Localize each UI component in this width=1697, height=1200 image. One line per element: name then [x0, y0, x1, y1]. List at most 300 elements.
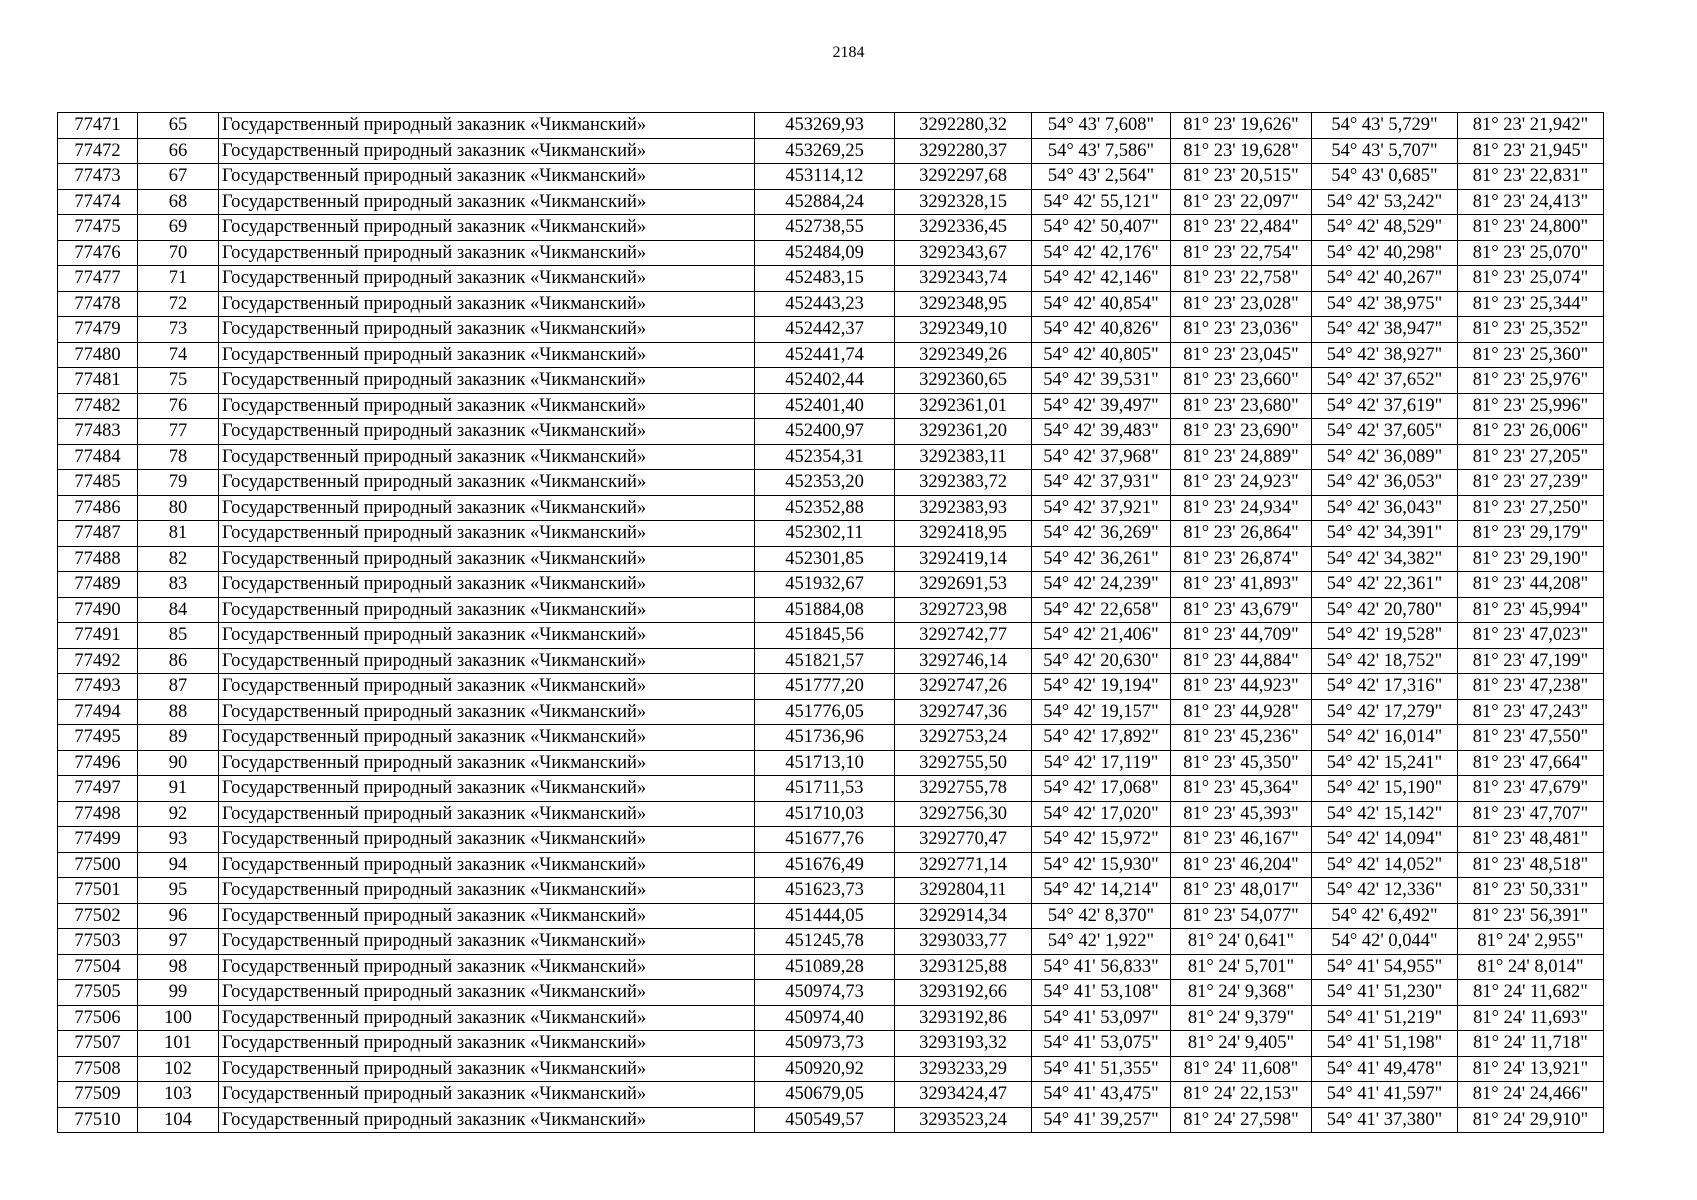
- latitude-alt-cell: 54° 42' 22,361": [1312, 572, 1458, 598]
- latitude-cell: 54° 42' 22,658": [1032, 597, 1171, 623]
- reserve-name-cell: Государственный природный заказник «Чикманский»: [219, 1005, 755, 1031]
- x-coordinate-cell: 451736,96: [755, 725, 895, 751]
- table-row: [58, 878, 1604, 904]
- reserve-name-cell: Государственный природный заказник «Чикманский»: [219, 393, 755, 419]
- latitude-cell: 54° 41' 43,475": [1032, 1082, 1171, 1108]
- reserve-name-cell: Государственный природный заказник «Чикманский»: [219, 113, 755, 139]
- latitude-alt-cell: 54° 43' 5,707": [1312, 138, 1458, 164]
- point-number-cell: 98: [138, 954, 219, 980]
- table-row: [58, 699, 1604, 725]
- latitude-cell: 54° 42' 14,214": [1032, 878, 1171, 904]
- longitude-cell: 81° 23' 24,889": [1171, 444, 1312, 470]
- record-id-cell: 77471: [58, 113, 138, 139]
- latitude-alt-cell: 54° 41' 51,219": [1312, 1005, 1458, 1031]
- record-id-cell: 77482: [58, 393, 138, 419]
- x-coordinate-cell: 450920,92: [755, 1056, 895, 1082]
- x-coordinate-cell: 450974,40: [755, 1005, 895, 1031]
- longitude-cell: 81° 23' 44,923": [1171, 674, 1312, 700]
- latitude-alt-cell: 54° 42' 18,752": [1312, 648, 1458, 674]
- longitude-cell: 81° 23' 45,350": [1171, 750, 1312, 776]
- latitude-cell: 54° 42' 17,020": [1032, 801, 1171, 827]
- y-coordinate-cell: 3292771,14: [895, 852, 1032, 878]
- longitude-alt-cell: 81° 24' 24,466": [1458, 1082, 1604, 1108]
- latitude-alt-cell: 54° 43' 0,685": [1312, 164, 1458, 190]
- latitude-cell: 54° 42' 40,805": [1032, 342, 1171, 368]
- longitude-cell: 81° 23' 23,660": [1171, 368, 1312, 394]
- longitude-cell: 81° 23' 23,690": [1171, 419, 1312, 445]
- point-number-cell: 82: [138, 546, 219, 572]
- longitude-alt-cell: 81° 23' 48,518": [1458, 852, 1604, 878]
- longitude-alt-cell: 81° 24' 11,682": [1458, 980, 1604, 1006]
- record-id-cell: 77494: [58, 699, 138, 725]
- x-coordinate-cell: 453269,93: [755, 113, 895, 139]
- x-coordinate-cell: 451932,67: [755, 572, 895, 598]
- x-coordinate-cell: 452401,40: [755, 393, 895, 419]
- point-number-cell: 73: [138, 317, 219, 343]
- longitude-cell: 81° 23' 22,754": [1171, 240, 1312, 266]
- record-id-cell: 77496: [58, 750, 138, 776]
- reserve-name-cell: Государственный природный заказник «Чикманский»: [219, 1082, 755, 1108]
- x-coordinate-cell: 452354,31: [755, 444, 895, 470]
- longitude-cell: 81° 24' 11,608": [1171, 1056, 1312, 1082]
- table-row: [58, 342, 1604, 368]
- latitude-alt-cell: 54° 42' 16,014": [1312, 725, 1458, 751]
- latitude-alt-cell: 54° 42' 36,043": [1312, 495, 1458, 521]
- y-coordinate-cell: 3292742,77: [895, 623, 1032, 649]
- longitude-cell: 81° 23' 22,097": [1171, 189, 1312, 215]
- y-coordinate-cell: 3292755,78: [895, 776, 1032, 802]
- table-row: [58, 674, 1604, 700]
- longitude-alt-cell: 81° 23' 22,831": [1458, 164, 1604, 190]
- reserve-name-cell: Государственный природный заказник «Чикманский»: [219, 597, 755, 623]
- latitude-cell: 54° 43' 7,586": [1032, 138, 1171, 164]
- reserve-name-cell: Государственный природный заказник «Чикманский»: [219, 929, 755, 955]
- x-coordinate-cell: 452353,20: [755, 470, 895, 496]
- reserve-name-cell: Государственный природный заказник «Чикманский»: [219, 954, 755, 980]
- latitude-alt-cell: 54° 42' 38,927": [1312, 342, 1458, 368]
- reserve-name-cell: Государственный природный заказник «Чикманский»: [219, 342, 755, 368]
- longitude-alt-cell: 81° 23' 27,205": [1458, 444, 1604, 470]
- table-row: [58, 368, 1604, 394]
- x-coordinate-cell: 452301,85: [755, 546, 895, 572]
- table-row: [58, 597, 1604, 623]
- latitude-alt-cell: 54° 41' 41,597": [1312, 1082, 1458, 1108]
- y-coordinate-cell: 3292747,36: [895, 699, 1032, 725]
- longitude-cell: 81° 24' 5,701": [1171, 954, 1312, 980]
- reserve-name-cell: Государственный природный заказник «Чикманский»: [219, 164, 755, 190]
- y-coordinate-cell: 3292770,47: [895, 827, 1032, 853]
- latitude-cell: 54° 42' 42,146": [1032, 266, 1171, 292]
- longitude-cell: 81° 23' 48,017": [1171, 878, 1312, 904]
- table-row: [58, 954, 1604, 980]
- reserve-name-cell: Государственный природный заказник «Чикманский»: [219, 240, 755, 266]
- longitude-alt-cell: 81° 24' 8,014": [1458, 954, 1604, 980]
- record-id-cell: 77480: [58, 342, 138, 368]
- table-row: [58, 495, 1604, 521]
- table-row: [58, 444, 1604, 470]
- reserve-name-cell: Государственный природный заказник «Чикманский»: [219, 699, 755, 725]
- record-id-cell: 77491: [58, 623, 138, 649]
- table-row: [58, 1056, 1604, 1082]
- record-id-cell: 77488: [58, 546, 138, 572]
- record-id-cell: 77485: [58, 470, 138, 496]
- longitude-cell: 81° 23' 43,679": [1171, 597, 1312, 623]
- record-id-cell: 77499: [58, 827, 138, 853]
- point-number-cell: 94: [138, 852, 219, 878]
- latitude-cell: 54° 41' 53,108": [1032, 980, 1171, 1006]
- longitude-alt-cell: 81° 23' 25,344": [1458, 291, 1604, 317]
- reserve-name-cell: Государственный природный заказник «Чикманский»: [219, 827, 755, 853]
- longitude-cell: 81° 24' 27,598": [1171, 1107, 1312, 1133]
- point-number-cell: 87: [138, 674, 219, 700]
- latitude-cell: 54° 42' 17,119": [1032, 750, 1171, 776]
- record-id-cell: 77477: [58, 266, 138, 292]
- table-row: [58, 1005, 1604, 1031]
- latitude-cell: 54° 42' 36,261": [1032, 546, 1171, 572]
- latitude-alt-cell: 54° 43' 5,729": [1312, 113, 1458, 139]
- record-id-cell: 77509: [58, 1082, 138, 1108]
- longitude-alt-cell: 81° 23' 24,800": [1458, 215, 1604, 241]
- y-coordinate-cell: 3292361,20: [895, 419, 1032, 445]
- latitude-cell: 54° 42' 40,854": [1032, 291, 1171, 317]
- record-id-cell: 77490: [58, 597, 138, 623]
- longitude-alt-cell: 81° 24' 11,693": [1458, 1005, 1604, 1031]
- x-coordinate-cell: 450974,73: [755, 980, 895, 1006]
- x-coordinate-cell: 451884,08: [755, 597, 895, 623]
- longitude-alt-cell: 81° 23' 47,550": [1458, 725, 1604, 751]
- record-id-cell: 77487: [58, 521, 138, 547]
- table-row: [58, 725, 1604, 751]
- longitude-cell: 81° 23' 44,709": [1171, 623, 1312, 649]
- longitude-cell: 81° 23' 44,928": [1171, 699, 1312, 725]
- table-row: [58, 750, 1604, 776]
- point-number-cell: 88: [138, 699, 219, 725]
- latitude-alt-cell: 54° 41' 51,230": [1312, 980, 1458, 1006]
- latitude-cell: 54° 42' 17,892": [1032, 725, 1171, 751]
- y-coordinate-cell: 3292746,14: [895, 648, 1032, 674]
- longitude-cell: 81° 23' 26,864": [1171, 521, 1312, 547]
- x-coordinate-cell: 453269,25: [755, 138, 895, 164]
- y-coordinate-cell: 3293233,29: [895, 1056, 1032, 1082]
- latitude-alt-cell: 54° 42' 14,052": [1312, 852, 1458, 878]
- latitude-alt-cell: 54° 42' 17,316": [1312, 674, 1458, 700]
- y-coordinate-cell: 3293193,32: [895, 1031, 1032, 1057]
- point-number-cell: 77: [138, 419, 219, 445]
- longitude-alt-cell: 81° 23' 47,238": [1458, 674, 1604, 700]
- latitude-cell: 54° 42' 39,497": [1032, 393, 1171, 419]
- longitude-alt-cell: 81° 23' 25,996": [1458, 393, 1604, 419]
- x-coordinate-cell: 452441,74: [755, 342, 895, 368]
- reserve-name-cell: Государственный природный заказник «Чикманский»: [219, 215, 755, 241]
- reserve-name-cell: Государственный природный заказник «Чикманский»: [219, 801, 755, 827]
- latitude-alt-cell: 54° 42' 34,382": [1312, 546, 1458, 572]
- x-coordinate-cell: 452442,37: [755, 317, 895, 343]
- y-coordinate-cell: 3293192,86: [895, 1005, 1032, 1031]
- x-coordinate-cell: 452352,88: [755, 495, 895, 521]
- record-id-cell: 77474: [58, 189, 138, 215]
- y-coordinate-cell: 3292756,30: [895, 801, 1032, 827]
- y-coordinate-cell: 3292804,11: [895, 878, 1032, 904]
- point-number-cell: 92: [138, 801, 219, 827]
- y-coordinate-cell: 3292753,24: [895, 725, 1032, 751]
- latitude-cell: 54° 43' 2,564": [1032, 164, 1171, 190]
- y-coordinate-cell: 3292419,14: [895, 546, 1032, 572]
- table-row: [58, 929, 1604, 955]
- record-id-cell: 77510: [58, 1107, 138, 1133]
- point-number-cell: 75: [138, 368, 219, 394]
- record-id-cell: 77473: [58, 164, 138, 190]
- point-number-cell: 104: [138, 1107, 219, 1133]
- latitude-cell: 54° 42' 36,269": [1032, 521, 1171, 547]
- point-number-cell: 78: [138, 444, 219, 470]
- y-coordinate-cell: 3293192,66: [895, 980, 1032, 1006]
- latitude-alt-cell: 54° 42' 15,241": [1312, 750, 1458, 776]
- point-number-cell: 69: [138, 215, 219, 241]
- latitude-cell: 54° 42' 17,068": [1032, 776, 1171, 802]
- longitude-alt-cell: 81° 23' 25,074": [1458, 266, 1604, 292]
- record-id-cell: 77500: [58, 852, 138, 878]
- longitude-alt-cell: 81° 23' 25,352": [1458, 317, 1604, 343]
- latitude-alt-cell: 54° 42' 38,947": [1312, 317, 1458, 343]
- longitude-alt-cell: 81° 23' 27,250": [1458, 495, 1604, 521]
- table-row: [58, 393, 1604, 419]
- longitude-cell: 81° 24' 0,641": [1171, 929, 1312, 955]
- latitude-cell: 54° 42' 37,921": [1032, 495, 1171, 521]
- longitude-cell: 81° 23' 46,204": [1171, 852, 1312, 878]
- longitude-cell: 81° 24' 9,368": [1171, 980, 1312, 1006]
- y-coordinate-cell: 3293424,47: [895, 1082, 1032, 1108]
- table-row: [58, 572, 1604, 598]
- latitude-cell: 54° 41' 53,097": [1032, 1005, 1171, 1031]
- longitude-cell: 81° 23' 24,934": [1171, 495, 1312, 521]
- latitude-cell: 54° 42' 24,239": [1032, 572, 1171, 598]
- latitude-alt-cell: 54° 42' 53,242": [1312, 189, 1458, 215]
- table-row: [58, 113, 1604, 139]
- latitude-alt-cell: 54° 42' 37,652": [1312, 368, 1458, 394]
- record-id-cell: 77495: [58, 725, 138, 751]
- table-body: [58, 113, 1604, 1133]
- x-coordinate-cell: 451821,57: [755, 648, 895, 674]
- reserve-name-cell: Государственный природный заказник «Чикманский»: [219, 674, 755, 700]
- longitude-cell: 81° 23' 19,628": [1171, 138, 1312, 164]
- longitude-alt-cell: 81° 24' 29,910": [1458, 1107, 1604, 1133]
- reserve-name-cell: Государственный природный заказник «Чикманский»: [219, 291, 755, 317]
- longitude-alt-cell: 81° 23' 44,208": [1458, 572, 1604, 598]
- x-coordinate-cell: 451777,20: [755, 674, 895, 700]
- longitude-alt-cell: 81° 23' 27,239": [1458, 470, 1604, 496]
- latitude-cell: 54° 41' 53,075": [1032, 1031, 1171, 1057]
- latitude-cell: 54° 42' 1,922": [1032, 929, 1171, 955]
- record-id-cell: 77493: [58, 674, 138, 700]
- y-coordinate-cell: 3292328,15: [895, 189, 1032, 215]
- record-id-cell: 77478: [58, 291, 138, 317]
- latitude-alt-cell: 54° 42' 40,298": [1312, 240, 1458, 266]
- latitude-alt-cell: 54° 42' 48,529": [1312, 215, 1458, 241]
- reserve-name-cell: Государственный природный заказник «Чикманский»: [219, 368, 755, 394]
- table-row: [58, 623, 1604, 649]
- reserve-name-cell: Государственный природный заказник «Чикманский»: [219, 521, 755, 547]
- longitude-alt-cell: 81° 24' 2,955": [1458, 929, 1604, 955]
- y-coordinate-cell: 3292723,98: [895, 597, 1032, 623]
- longitude-alt-cell: 81° 23' 47,199": [1458, 648, 1604, 674]
- latitude-cell: 54° 42' 19,194": [1032, 674, 1171, 700]
- latitude-cell: 54° 43' 7,608": [1032, 113, 1171, 139]
- x-coordinate-cell: 451444,05: [755, 903, 895, 929]
- x-coordinate-cell: 453114,12: [755, 164, 895, 190]
- y-coordinate-cell: 3292755,50: [895, 750, 1032, 776]
- point-number-cell: 76: [138, 393, 219, 419]
- longitude-cell: 81° 23' 44,884": [1171, 648, 1312, 674]
- x-coordinate-cell: 450973,73: [755, 1031, 895, 1057]
- point-number-cell: 80: [138, 495, 219, 521]
- table-row: [58, 317, 1604, 343]
- latitude-alt-cell: 54° 41' 54,955": [1312, 954, 1458, 980]
- table-row: [58, 521, 1604, 547]
- point-number-cell: 68: [138, 189, 219, 215]
- record-id-cell: 77484: [58, 444, 138, 470]
- y-coordinate-cell: 3293125,88: [895, 954, 1032, 980]
- x-coordinate-cell: 451677,76: [755, 827, 895, 853]
- point-number-cell: 93: [138, 827, 219, 853]
- table-row: [58, 215, 1604, 241]
- x-coordinate-cell: 451089,28: [755, 954, 895, 980]
- longitude-alt-cell: 81° 23' 21,942": [1458, 113, 1604, 139]
- x-coordinate-cell: 450549,57: [755, 1107, 895, 1133]
- point-number-cell: 86: [138, 648, 219, 674]
- y-coordinate-cell: 3292349,10: [895, 317, 1032, 343]
- reserve-name-cell: Государственный природный заказник «Чикманский»: [219, 750, 755, 776]
- table-row: [58, 419, 1604, 445]
- latitude-alt-cell: 54° 42' 37,605": [1312, 419, 1458, 445]
- record-id-cell: 77502: [58, 903, 138, 929]
- point-number-cell: 85: [138, 623, 219, 649]
- longitude-alt-cell: 81° 23' 48,481": [1458, 827, 1604, 853]
- record-id-cell: 77497: [58, 776, 138, 802]
- point-number-cell: 97: [138, 929, 219, 955]
- point-number-cell: 70: [138, 240, 219, 266]
- longitude-cell: 81° 23' 45,236": [1171, 725, 1312, 751]
- reserve-name-cell: Государственный природный заказник «Чикманский»: [219, 980, 755, 1006]
- point-number-cell: 65: [138, 113, 219, 139]
- point-number-cell: 84: [138, 597, 219, 623]
- longitude-cell: 81° 23' 22,484": [1171, 215, 1312, 241]
- x-coordinate-cell: 451245,78: [755, 929, 895, 955]
- longitude-alt-cell: 81° 23' 47,023": [1458, 623, 1604, 649]
- latitude-cell: 54° 42' 50,407": [1032, 215, 1171, 241]
- latitude-cell: 54° 41' 39,257": [1032, 1107, 1171, 1133]
- record-id-cell: 77492: [58, 648, 138, 674]
- y-coordinate-cell: 3292383,72: [895, 470, 1032, 496]
- x-coordinate-cell: 451710,03: [755, 801, 895, 827]
- latitude-cell: 54° 42' 20,630": [1032, 648, 1171, 674]
- y-coordinate-cell: 3292348,95: [895, 291, 1032, 317]
- point-number-cell: 100: [138, 1005, 219, 1031]
- table-row: [58, 801, 1604, 827]
- x-coordinate-cell: 452884,24: [755, 189, 895, 215]
- reserve-name-cell: Государственный природный заказник «Чикманский»: [219, 444, 755, 470]
- longitude-alt-cell: 81° 24' 13,921": [1458, 1056, 1604, 1082]
- y-coordinate-cell: 3292361,01: [895, 393, 1032, 419]
- x-coordinate-cell: 452738,55: [755, 215, 895, 241]
- latitude-alt-cell: 54° 41' 37,380": [1312, 1107, 1458, 1133]
- latitude-cell: 54° 42' 42,176": [1032, 240, 1171, 266]
- y-coordinate-cell: 3292914,34: [895, 903, 1032, 929]
- record-id-cell: 77504: [58, 954, 138, 980]
- latitude-alt-cell: 54° 42' 19,528": [1312, 623, 1458, 649]
- table-row: [58, 470, 1604, 496]
- y-coordinate-cell: 3292343,74: [895, 266, 1032, 292]
- point-number-cell: 66: [138, 138, 219, 164]
- longitude-alt-cell: 81° 23' 24,413": [1458, 189, 1604, 215]
- y-coordinate-cell: 3292747,26: [895, 674, 1032, 700]
- reserve-name-cell: Государственный природный заказник «Чикманский»: [219, 189, 755, 215]
- x-coordinate-cell: 452400,97: [755, 419, 895, 445]
- record-id-cell: 77508: [58, 1056, 138, 1082]
- table-row: [58, 903, 1604, 929]
- longitude-cell: 81° 23' 26,874": [1171, 546, 1312, 572]
- record-id-cell: 77481: [58, 368, 138, 394]
- point-number-cell: 67: [138, 164, 219, 190]
- latitude-alt-cell: 54° 42' 37,619": [1312, 393, 1458, 419]
- reserve-name-cell: Государственный природный заказник «Чикманский»: [219, 648, 755, 674]
- longitude-alt-cell: 81° 23' 56,391": [1458, 903, 1604, 929]
- y-coordinate-cell: 3292383,93: [895, 495, 1032, 521]
- reserve-name-cell: Государственный природный заказник «Чикманский»: [219, 546, 755, 572]
- table-row: [58, 648, 1604, 674]
- y-coordinate-cell: 3292297,68: [895, 164, 1032, 190]
- record-id-cell: 77475: [58, 215, 138, 241]
- latitude-alt-cell: 54° 42' 15,142": [1312, 801, 1458, 827]
- x-coordinate-cell: 452402,44: [755, 368, 895, 394]
- longitude-cell: 81° 23' 23,680": [1171, 393, 1312, 419]
- longitude-alt-cell: 81° 23' 21,945": [1458, 138, 1604, 164]
- record-id-cell: 77498: [58, 801, 138, 827]
- point-number-cell: 79: [138, 470, 219, 496]
- reserve-name-cell: Государственный природный заказник «Чикманский»: [219, 317, 755, 343]
- latitude-cell: 54° 42' 21,406": [1032, 623, 1171, 649]
- y-coordinate-cell: 3292418,95: [895, 521, 1032, 547]
- table-row: [58, 164, 1604, 190]
- point-number-cell: 72: [138, 291, 219, 317]
- point-number-cell: 81: [138, 521, 219, 547]
- longitude-cell: 81° 23' 22,758": [1171, 266, 1312, 292]
- x-coordinate-cell: 451711,53: [755, 776, 895, 802]
- reserve-name-cell: Государственный природный заказник «Чикманский»: [219, 138, 755, 164]
- latitude-cell: 54° 41' 51,355": [1032, 1056, 1171, 1082]
- longitude-cell: 81° 23' 54,077": [1171, 903, 1312, 929]
- x-coordinate-cell: 452443,23: [755, 291, 895, 317]
- y-coordinate-cell: 3292349,26: [895, 342, 1032, 368]
- table-row: [58, 546, 1604, 572]
- latitude-cell: 54° 41' 56,833": [1032, 954, 1171, 980]
- point-number-cell: 103: [138, 1082, 219, 1108]
- reserve-name-cell: Государственный природный заказник «Чикманский»: [219, 725, 755, 751]
- longitude-alt-cell: 81° 23' 45,994": [1458, 597, 1604, 623]
- record-id-cell: 77505: [58, 980, 138, 1006]
- longitude-cell: 81° 23' 19,626": [1171, 113, 1312, 139]
- x-coordinate-cell: 451713,10: [755, 750, 895, 776]
- latitude-alt-cell: 54° 42' 34,391": [1312, 521, 1458, 547]
- table-row: [58, 980, 1604, 1006]
- table-row: [58, 138, 1604, 164]
- point-number-cell: 74: [138, 342, 219, 368]
- x-coordinate-cell: 451776,05: [755, 699, 895, 725]
- table-row: [58, 291, 1604, 317]
- latitude-alt-cell: 54° 42' 15,190": [1312, 776, 1458, 802]
- x-coordinate-cell: 452483,15: [755, 266, 895, 292]
- table-row: [58, 852, 1604, 878]
- record-id-cell: 77506: [58, 1005, 138, 1031]
